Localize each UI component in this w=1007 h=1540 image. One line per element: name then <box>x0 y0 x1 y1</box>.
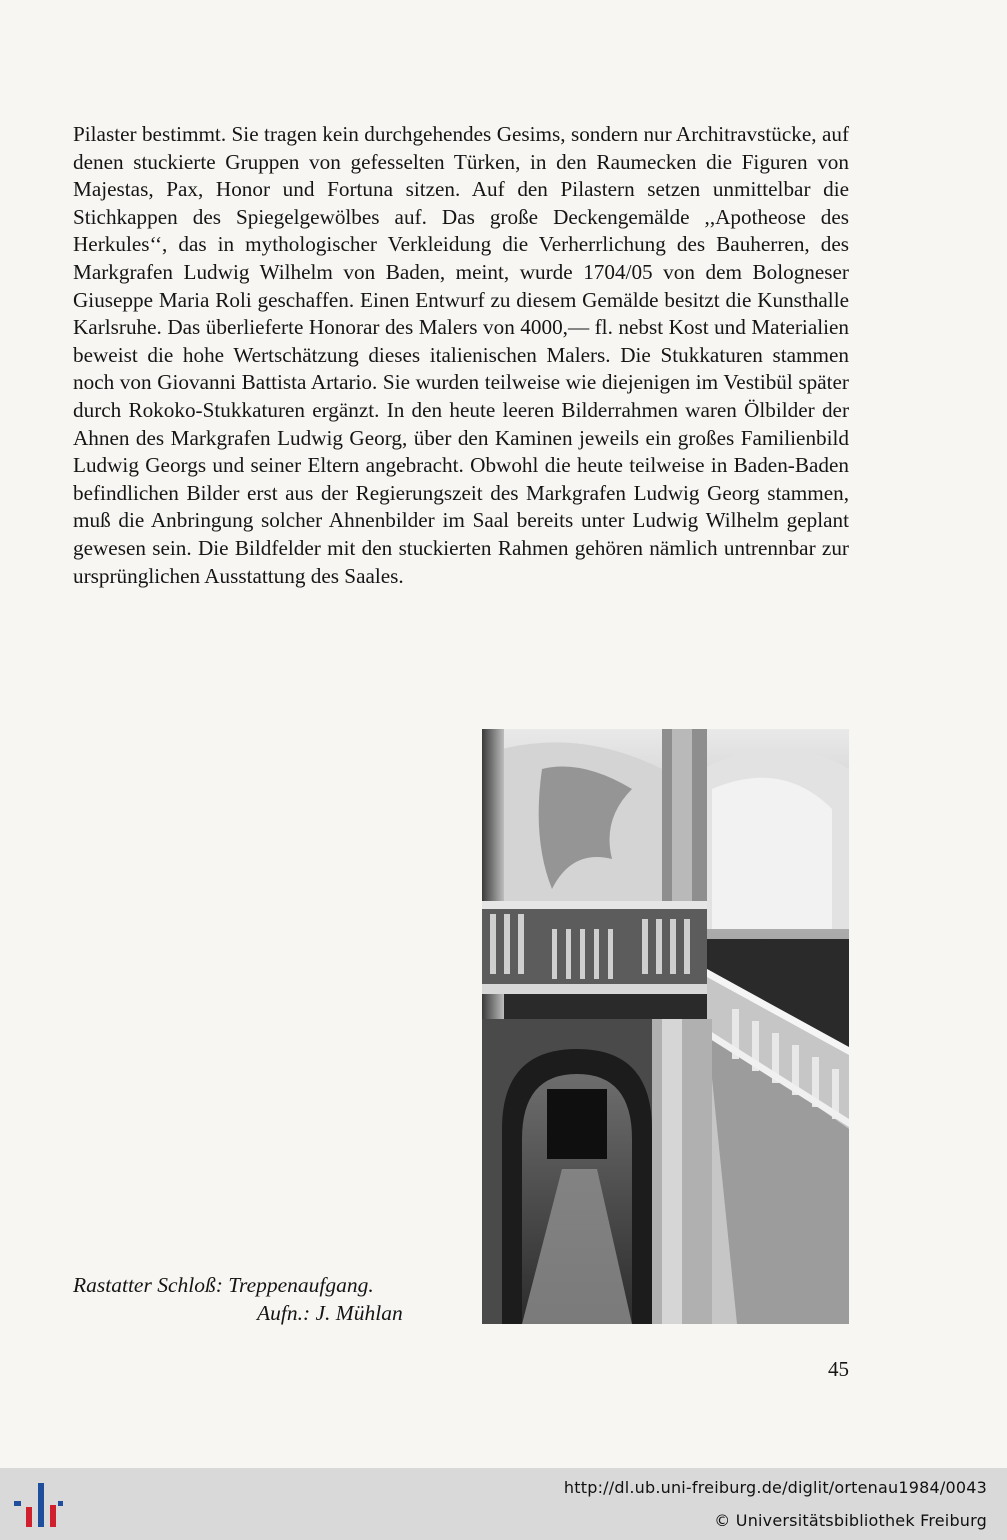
copyright-notice: © Universitätsbibliothek Freiburg <box>714 1511 987 1530</box>
staircase-photograph <box>482 729 849 1324</box>
ub-freiburg-logo-icon <box>12 1479 64 1531</box>
body-paragraph: Pilaster bestimmt. Sie tragen kein durchgehendes Gesims, sondern nur Architravstücke, auf denen stuckierte Gruppen von gefesselten Türken, in den Raumecken die Figuren von Majestas, Pax, Honor und Fortuna sitzen. Auf den Pilastern setzen unmittelbar die Stichkappen des Spiegelgewölbes auf. Das große Deckengemälde ,,Apotheose des Herkules‘‘, das in mythologischer Verkleidung die Verherrlichung des Bauherren, des Markgrafen Ludwig Wilhelm von Baden, meint, wurde 1704/05 von dem Bologneser Giuseppe Maria Roli geschaffen. Einen Entwurf zu diesem Gemälde besitzt die Kunsthalle Karlsruhe. Das überlieferte Honorar des Malers von 4000,— fl. nebst Kost und Materialien beweist die hohe Wertschätzung dieses italienischen Malers. Die Stukkaturen stammen noch von Giovanni Battista Artario. Sie wurden teilweise wie diejenigen im Vestibül später durch Rokoko-Stukkaturen ergänzt. In den heute leeren Bilderrahmen waren Ölbilder der Ahnen des Markgrafen Ludwig Georg, über den Kaminen jeweils ein großes Familienbild Ludwig Georgs und seiner Eltern angebracht. Obwohl die heute teilweise in Baden-Baden befindlichen Bilder erst aus der Regierungszeit des Markgrafen Ludwig Georg stammen, muß die Anbringung solcher Ahnenbilder im Saal bereits unter Ludwig Wilhelm geplant gewesen sein. Die Bildfelder mit den stuckierten Rahmen gehören nämlich untrennbar zur ursprünglichen Ausstattung des Saales. <box>73 122 849 588</box>
caption-credit: Aufn.: J. Mühlan <box>257 1301 403 1325</box>
figure-caption <box>73 1271 403 1327</box>
page-number: 45 <box>828 1357 849 1381</box>
staircase-photo-image <box>482 729 849 1324</box>
caption-title: Rastatter Schloß: Treppenaufgang. <box>73 1273 374 1297</box>
document-url-link[interactable]: http://dl.ub.uni-freiburg.de/diglit/ortenau1984/0043 <box>563 1478 987 1497</box>
digital-library-footer <box>0 1468 1007 1540</box>
